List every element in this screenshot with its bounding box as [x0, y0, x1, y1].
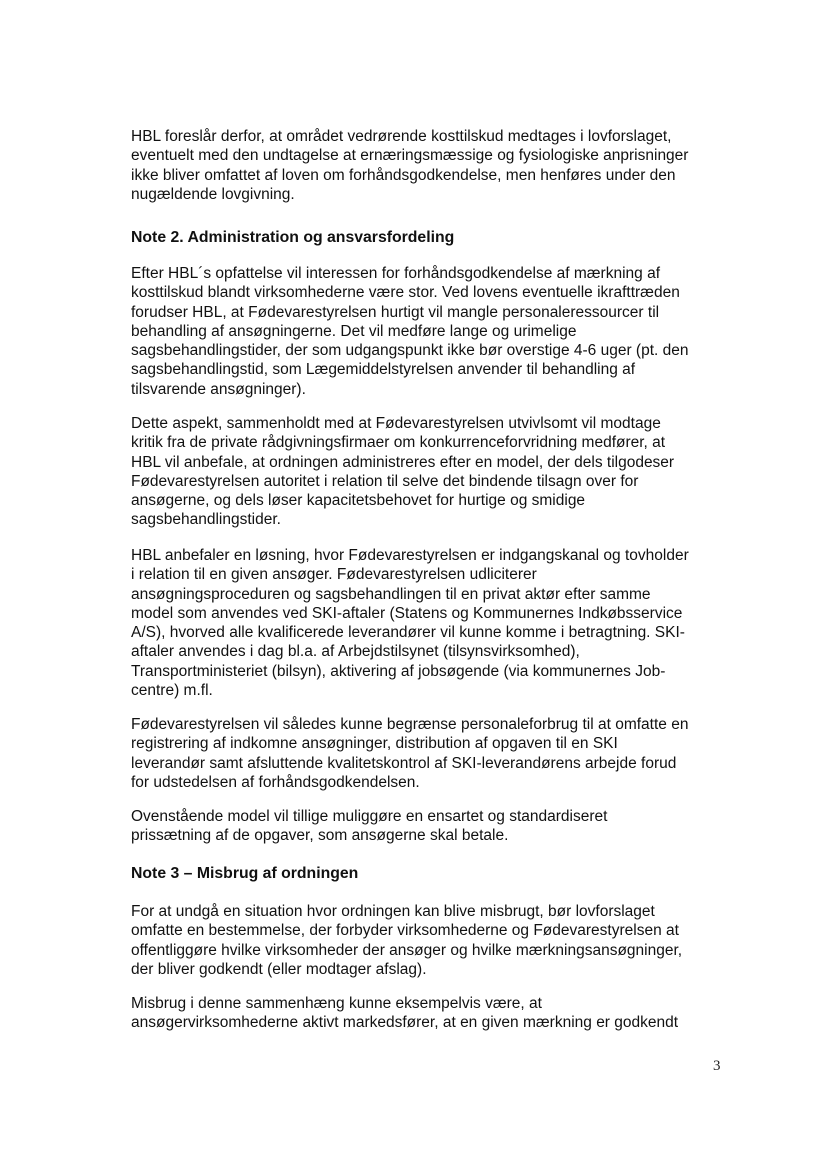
heading-note-2: Note 2. Administration og ansvarsfordeling [131, 229, 455, 246]
paragraph-avoid-misuse: For at undgå en situation hvor ordningen kan blive misbrugt, bør lovforslaget omfatte en bestemmelse, der forbyder virksomhederne og Fødevarestyrelsen at offentliggøre hvilke virksomheder der ansøger og hvilke mærkningsansøgninger, der bliver godkendt (eller modtager afslag). [131, 903, 683, 978]
paragraph-hbl-opinion: Efter HBL´s opfattelse vil interessen for forhåndsgodkendelse af mærkning af kosttilskud blandt virksomhederne være stor. Ved lovens eventuelle ikrafttræden forudser HBL, at Fødevarestyrelsen hurtigt vil mangle personaleressourcer til behandling af ansøgningerne. Det vil medføre lange og urimelige sagsbehandlingstider, der som udgangspunkt ikke bør overstige 4-6 uger (pt. den sagsbehandlingstid, som Lægemiddelstyrelsen anvender til behandling af tilsvarende ansøgninger). [131, 265, 689, 398]
paragraph-recommended-solution: HBL anbefaler en løsning, hvor Fødevarestyrelsen er indgangskanal og tovholder i relation til en given ansøger. Fødevarestyrelsen udliciterer ansøgningsproceduren og sagsbehandlingen til en privat aktør efter samme model som anvendes ved SKI-aftaler (Statens og Kommunernes Indkøbsservice A/S), hvorved alle kvalificerede leverandører vil kunne komme i betragtning. SKI- aftaler anvendes i dag bl.a. af Arbejdstilsynet (tilsynsvirksomhed), Transportministeriet (bilsyn), aktivering af jobsøgende (via kommunernes Job- centre) m.fl. [131, 547, 689, 700]
page-number: 3 [713, 1058, 721, 1074]
paragraph-aspect: Dette aspekt, sammenholdt med at Fødevarestyrelsen utvivlsomt vil modtage kritik fra de private rådgivningsfirmaer om konkurrenceforvridning medfører, at HBL vil anbefale, at ordningen administreres efter en model, der dels tilgodeser Fødevarestyrelsen autoritet i relation til selve det bindende tilsagn over for ansøgerne, og dels løser kapacitetsbehovet for hurtige og smidige sagsbehandlingstider. [131, 415, 675, 529]
heading-note-3: Note 3 – Misbrug af ordningen [131, 865, 359, 882]
paragraph-kosttilskud-proposal: HBL foreslår derfor, at området vedrørende kosttilskud medtages i lovforslaget, eventuelt med den undtagelse at ernæringsmæssige og fysiologiske anprisninger ikke bliver omfattet af loven om forhåndsgodkendelse, men henføres under den nugældende lovgivning. [131, 128, 689, 203]
paragraph-misuse-example: Misbrug i denne sammenhæng kunne eksempelvis være, at ansøgervirksomhederne aktivt markedsfører, at en given mærkning er godkendt [131, 995, 679, 1032]
paragraph-pricing-model: Ovenstående model vil tillige muliggøre en ensartet og standardiseret prissætning af de opgaver, som ansøgerne skal betale. [131, 808, 608, 845]
paragraph-staff-reduction: Fødevarestyrelsen vil således kunne begrænse personaleforbrug til at omfatte en registrering af indkomne ansøgninger, distribution af opgaven til en SKI leverandør samt afsluttende kvalitetskontrol af SKI-leverandørens arbejde forud for udstedelsen af forhåndsgodkendelsen. [131, 716, 689, 791]
